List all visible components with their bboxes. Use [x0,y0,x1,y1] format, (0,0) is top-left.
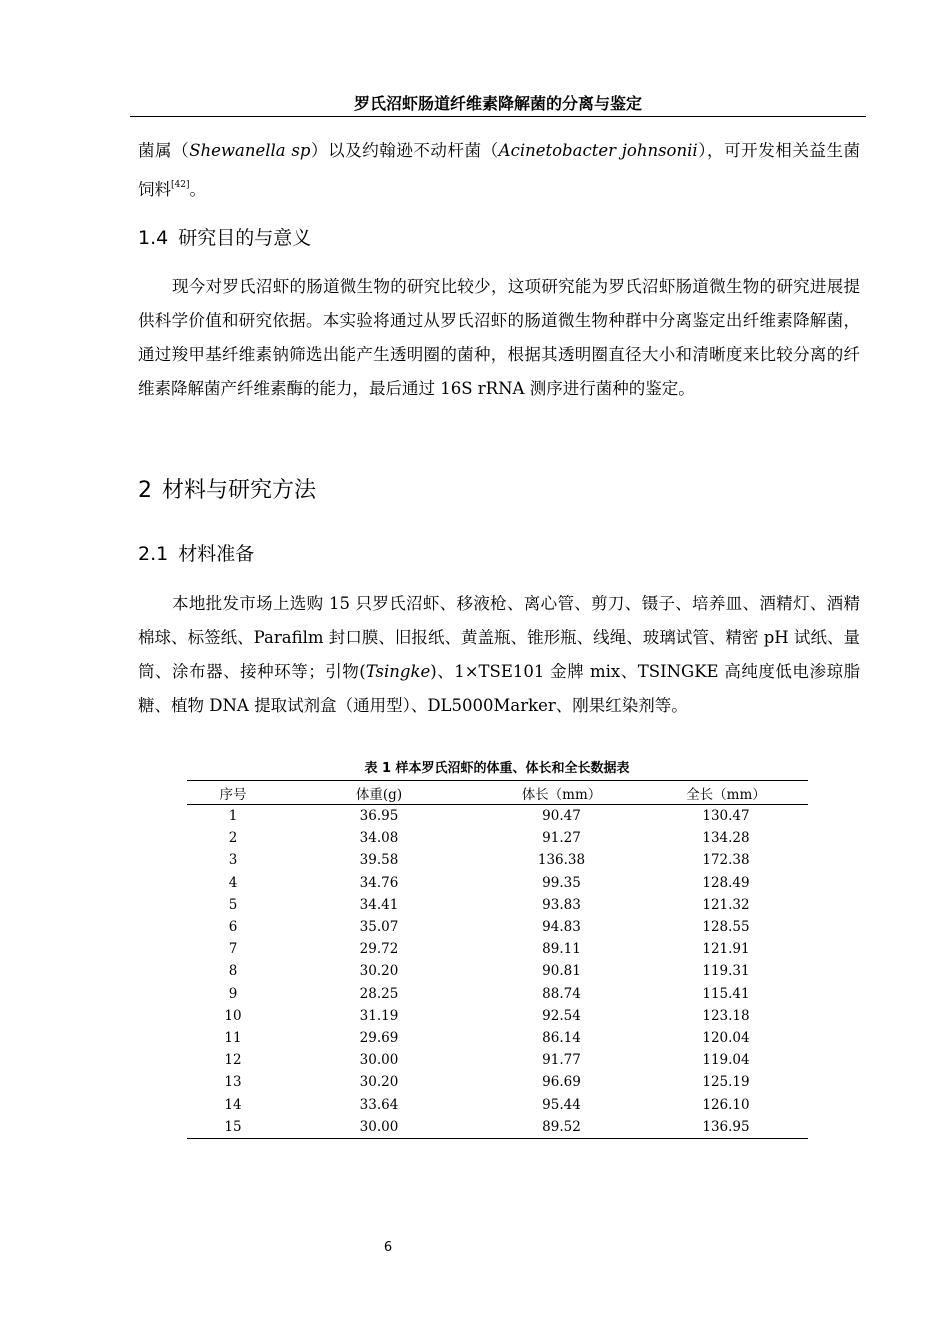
page-number: 6 [383,1240,393,1255]
cell-index: 1 [228,808,238,825]
cell-body-length: 86.14 [542,1029,581,1046]
cell-index: 9 [228,985,238,1002]
cell-total-length: 119.31 [702,963,750,980]
cell-body-length: 88.74 [542,985,581,1002]
cell-total-length: 121.32 [702,896,750,913]
materials-paragraph [138,587,860,723]
cell-total-length: 123.18 [702,1007,750,1024]
table-row [187,960,808,982]
table-row [187,827,808,849]
chapter-title: 材料与研究方法 [162,478,317,503]
chapter-heading-2 [138,476,316,506]
table-row [187,916,808,938]
table-row [187,805,808,828]
header-rule [130,116,866,117]
table-caption: 表 1 样本罗氏沼虾的体重、体长和全长数据表 [364,761,630,776]
section-heading-1-4 [138,225,311,251]
cell-weight: 34.08 [359,830,399,847]
cell-body-length: 93.83 [542,896,581,913]
primer-brand: Tsingke [365,662,431,681]
intro-paragraph [138,134,860,207]
cell-body-length: 95.44 [542,1096,581,1113]
cell-total-length: 128.55 [702,919,750,936]
chapter-number: 2 [138,478,152,503]
table-row [187,1027,808,1049]
cell-body-length: 136.38 [537,852,586,869]
table-row [187,849,808,871]
cell-total-length: 121.91 [702,941,750,958]
cell-weight: 29.72 [359,941,399,958]
section-number: 2.1 [138,543,169,565]
cell-weight: 30.20 [359,963,399,980]
cell-body-length: 96.69 [542,1074,581,1091]
cell-body-length: 90.81 [542,963,581,980]
cell-weight: 39.58 [359,852,399,869]
table-row [187,1049,808,1071]
cell-body-length: 89.11 [542,941,581,958]
cell-total-length: 119.04 [702,1052,750,1069]
cell-index: 2 [228,830,238,847]
cell-body-length: 99.35 [542,874,581,891]
intro-text-3: ），可开发相关益生菌饲料 [138,141,861,199]
cell-total-length: 120.04 [702,1029,750,1046]
cell-weight: 33.64 [359,1096,399,1113]
cell-weight: 34.76 [359,874,399,891]
purpose-paragraph: 现今对罗氏沼虾的肠道微生物的研究比较少，这项研究能为罗氏沼虾肠道微生物的研究进展提供科学价值和研究依据。本实验将通过从罗氏沼虾的肠道微生物种群中分离鉴定出纤维素降解菌，通过羧甲基纤维素钠筛选出能产生透明圈的菌种，根据其透明圈直径大小和清晰度来比较分离的纤维素降解菌产纤维素酶的能力，最后通过 16S rRNA 测序进行菌种的鉴定。 [138,277,860,398]
table-row [187,1071,808,1093]
cell-total-length: 115.41 [702,985,750,1002]
intro-text-4: 。 [189,180,206,199]
cell-index: 14 [224,1096,242,1113]
cell-total-length: 126.10 [702,1096,750,1113]
header-cell-weight: 体重(g) [279,781,479,805]
cell-total-length: 134.28 [702,830,750,847]
materials-text-1: 本地批发市场上选购 15 只罗氏沼虾、移液枪、离心管、剪刀、镊子、培养皿、酒精灯、酒精棉球、标签纸、Parafilm 封口膜、旧报纸、黄盖瓶、锥形瓶、线绳、玻璃试管、精密 pH 试纸、量筒、涂布器、接种环等；引物( [138,594,860,681]
cell-total-length: 128.49 [702,874,750,891]
cell-index: 11 [224,1029,242,1046]
table-header-row [187,781,808,805]
cell-weight: 31.19 [359,1007,399,1024]
cell-weight: 28.25 [359,985,399,1002]
header-cell-index: 序号 [187,781,279,805]
table-row [187,938,808,960]
cell-weight: 30.00 [359,1052,399,1069]
table-row [187,1093,808,1115]
cell-body-length: 91.77 [542,1052,581,1069]
section-title: 材料准备 [178,543,255,565]
cell-index: 6 [228,919,238,936]
cell-index: 15 [224,1118,242,1135]
cell-weight: 34.41 [359,896,399,913]
cell-weight: 35.07 [359,919,399,936]
table-row [187,983,808,1005]
cell-total-length: 136.95 [702,1118,750,1135]
cell-total-length: 125.19 [702,1074,750,1091]
header-cell-body-length: 体长（mm） [479,781,644,805]
header-cell-total-length: 全长（mm） [644,781,808,805]
cell-body-length: 91.27 [542,830,581,847]
cell-body-length: 94.83 [542,919,581,936]
cell-index: 13 [224,1074,242,1091]
cell-weight: 30.20 [359,1074,399,1091]
section-heading-2-1 [138,541,254,567]
cell-body-length: 89.52 [542,1118,581,1135]
species-acinetobacter: Acinetobacter johnsonii [498,141,698,160]
cell-body-length: 92.54 [542,1007,581,1024]
section-number: 1.4 [138,227,169,249]
cell-weight: 36.95 [359,808,399,825]
cell-index: 3 [228,852,238,869]
cell-body-length: 90.47 [542,808,581,825]
cell-weight: 30.00 [359,1118,399,1135]
table-row [187,872,808,894]
species-shewanella: Shewanella sp [189,141,311,160]
intro-text-1: 菌属（ [138,141,190,160]
citation-ref: [42] [171,180,190,190]
table-row [187,1005,808,1027]
cell-index: 5 [228,896,238,913]
cell-total-length: 172.38 [702,852,750,869]
cell-weight: 29.69 [359,1029,399,1046]
cell-index: 8 [228,963,238,980]
section-title: 研究目的与意义 [178,227,312,249]
materials-text-2: )、1×TSE101 金牌 mix、TSINGKE 高纯度低电渗琼脂糖、植物 DNA 提取试剂盒（通用型）、DL5000Marker、刚果红染剂等。 [138,662,860,715]
cell-index: 4 [228,874,238,891]
shrimp-measurement-table [187,780,808,1139]
table-body [187,805,808,1139]
table-row [187,1116,808,1139]
cell-index: 10 [224,1007,242,1024]
running-header: 罗氏沼虾肠道纤维素降解菌的分离与鉴定 [353,94,642,113]
intro-text-2: ）以及约翰逊不动杆菌（ [310,141,499,160]
cell-index: 7 [228,941,238,958]
cell-total-length: 130.47 [702,808,750,825]
table-row [187,894,808,916]
cell-index: 12 [224,1052,242,1069]
